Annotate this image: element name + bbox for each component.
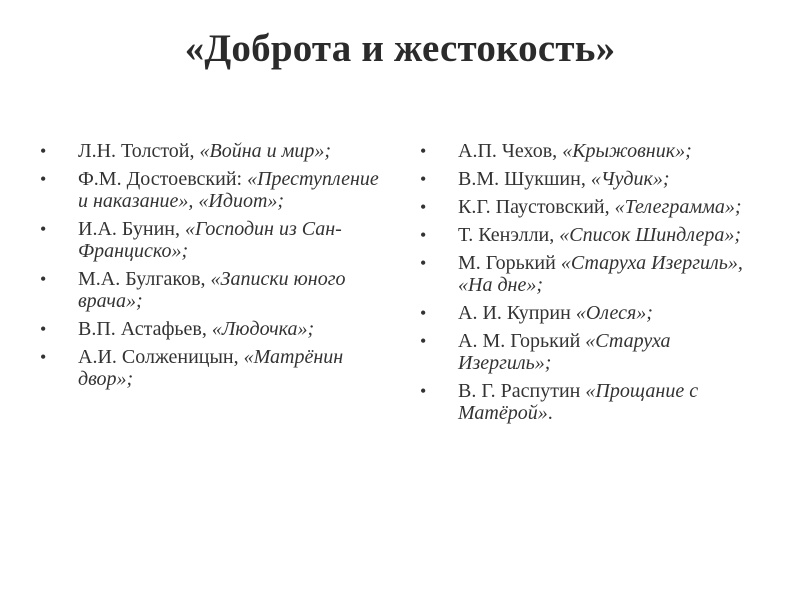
author-name: Ф.М. Достоевский: [78, 168, 248, 190]
bullet-icon: • [420, 253, 427, 273]
author-name: Т. Кенэлли, [458, 224, 560, 246]
author-name: М.А. Булгаков, [78, 268, 211, 290]
author-name: К.Г. Паустовский, [458, 196, 615, 218]
bullet-icon: • [420, 141, 427, 161]
author-name: А.И. Солженицын, [78, 346, 244, 368]
list-item [420, 380, 765, 424]
author-name: М. Горький [458, 252, 561, 274]
list-item [420, 224, 765, 246]
work-title: «Олеся»; [575, 302, 653, 324]
list-item [40, 168, 385, 212]
author-name: А. М. Горький [458, 330, 586, 352]
list-item [420, 252, 765, 296]
trailing-text: . [547, 402, 553, 424]
work-title: «Телеграмма»; [614, 196, 742, 218]
slide-title: «Доброта и жестокость» [184, 27, 616, 70]
list-item [420, 140, 765, 162]
work-title: «Война и мир»; [199, 140, 332, 162]
author-name: В.М. Шукшин, [458, 168, 591, 190]
bullet-icon: • [40, 269, 47, 289]
bullet-icon: • [420, 303, 427, 323]
bullet-icon: • [420, 197, 427, 217]
work-title: «Список Шиндлера»; [559, 224, 741, 246]
bullet-icon: • [40, 347, 47, 367]
list-item [40, 218, 385, 262]
author-name: А. И. Куприн [458, 302, 576, 324]
work-title: «Господин из Сан-Франциско»; [78, 218, 342, 262]
list-item [40, 318, 385, 340]
work-title: «Старуха Изергиль»; [458, 330, 671, 374]
work-title: «Людочка»; [211, 318, 315, 340]
work-title: «Прощание с Матёрой» [458, 380, 699, 424]
right-column-list [420, 140, 765, 430]
bullet-icon: • [420, 225, 427, 245]
bullet-icon: • [420, 169, 427, 189]
list-item [420, 168, 765, 190]
author-name: В.П. Астафьев, [78, 318, 212, 340]
work-title: «Старуха Изергиль», «На дне»; [458, 252, 743, 296]
list-item [40, 140, 385, 162]
list-item [40, 346, 385, 390]
bullet-icon: • [420, 331, 427, 351]
author-name: А.П. Чехов, [458, 140, 563, 162]
list-item [40, 268, 385, 312]
work-title: «Преступление и наказание», «Идиот»; [78, 168, 379, 212]
author-name: И.А. Бунин, [78, 218, 185, 240]
author-name: В. Г. Распутин [458, 380, 586, 402]
work-title: «Чудик»; [590, 168, 670, 190]
bullet-icon: • [40, 169, 47, 189]
bullet-icon: • [40, 141, 47, 161]
left-column-list [40, 140, 385, 396]
bullet-icon: • [40, 319, 47, 339]
list-item [420, 196, 765, 218]
work-title: «Крыжовник»; [562, 140, 692, 162]
author-name: Л.Н. Толстой, [78, 140, 200, 162]
work-title: «Записки юного врача»; [78, 268, 346, 312]
bullet-icon: • [40, 219, 47, 239]
list-item [420, 302, 765, 324]
list-item [420, 330, 765, 374]
bullet-icon: • [420, 381, 427, 401]
work-title: «Матрёнин двор»; [78, 346, 344, 390]
